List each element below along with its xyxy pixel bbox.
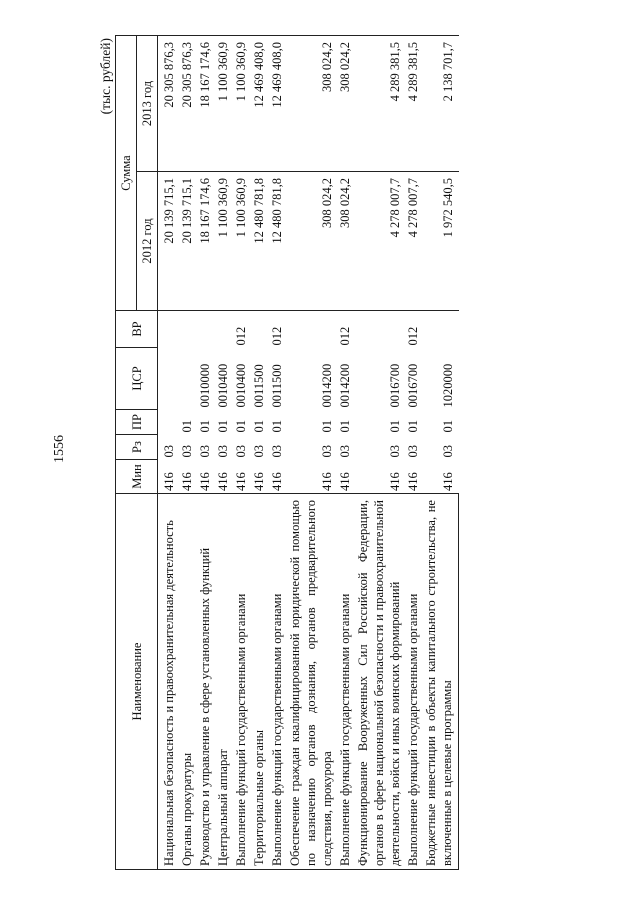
row-2013-amount: 12 469 408,0 [250, 36, 268, 172]
row-min-cell: 416 [354, 460, 404, 494]
header-rz: Рз [116, 435, 158, 460]
row-2012-amount: 4 278 007,7 [388, 178, 402, 238]
row-pr-cell: 01 [270, 420, 284, 433]
row-name-cell: Бюджетные инвестиции в объекты капитального строительства, не включенные в целевые программы [422, 494, 459, 870]
row-min-cell: 416 [196, 460, 214, 494]
units-note: (тыс. рублей) [98, 38, 113, 115]
row-name-cell: Центральный аппарат [214, 494, 232, 870]
row-csr-cell: 1020000 [440, 363, 455, 408]
row-name-cell: Руководство и управление в сфере установленных функций [196, 494, 214, 870]
row-2013-amount: 1 100 360,9 [232, 36, 250, 172]
row-2013-amount: 2 138 701,7 [422, 36, 459, 172]
row-pr-cell [158, 410, 179, 435]
row-name-cell: Выполнение функций государственными органами [232, 494, 250, 870]
row-vr-cell [422, 311, 459, 348]
row-2012-amount: 1 972 540,5 [440, 178, 455, 238]
row-vr-cell [178, 311, 196, 348]
table-row [196, 36, 214, 870]
row-name-cell: Территориальные органы [250, 494, 268, 870]
row-2013-amount: 1 100 360,9 [214, 36, 232, 172]
row-csr-cell: 0011500 [270, 364, 284, 408]
header-2013: 2013 год [137, 36, 158, 172]
row-csr-cell: 0014200 [320, 363, 334, 408]
table-row [268, 36, 286, 870]
table-row [178, 36, 196, 870]
row-2012-amount: 12 480 781,8 [252, 178, 266, 244]
budget-table [115, 35, 459, 870]
row-csr-cell: 0014200 [338, 363, 352, 408]
row-csr-cell: 0011500 [252, 364, 266, 408]
row-2013-amount: 12 469 408,0 [268, 36, 286, 172]
row-min-cell: 416 [214, 460, 232, 494]
row-vr-cell [250, 311, 268, 348]
row-min-cell: 416 [232, 460, 250, 494]
row-pr-cell: 01 [252, 420, 266, 433]
row-pr-cell: 01 [320, 420, 334, 433]
row-csr-cell: 0010000 [198, 363, 212, 408]
table-row [214, 36, 232, 870]
row-2012-amount: 20 139 715,1 [180, 178, 194, 244]
row-pr-cell: 01 [234, 420, 248, 433]
row-csr-cell: 0010400 [216, 363, 230, 408]
row-rz-cell: 03 [216, 445, 230, 458]
row-pr-cell: 01 [440, 420, 455, 433]
row-2012-amount: 18 167 174,6 [198, 178, 212, 244]
table-row [422, 36, 459, 870]
table-row [250, 36, 268, 870]
row-min-cell: 416 [158, 460, 179, 494]
row-csr-cell [158, 348, 179, 410]
table-row [404, 36, 422, 870]
page-number: 1556 [52, 435, 67, 463]
row-min-cell: 416 [404, 460, 422, 494]
row-pr-cell: 01 [216, 420, 230, 433]
row-rz-cell: 03 [180, 445, 194, 458]
row-2013-amount: 4 289 381,5 [354, 36, 404, 172]
row-2013-amount: 308 024,2 [286, 36, 336, 172]
row-name-cell: Органы прокуратуры [178, 494, 196, 870]
row-vr-cell: 012 [336, 311, 354, 348]
row-2013-amount: 20 305 876,3 [178, 36, 196, 172]
row-pr-cell: 01 [388, 420, 402, 433]
row-2012-amount: 308 024,2 [338, 178, 352, 228]
row-vr-cell [214, 311, 232, 348]
rotated-page-content [98, 35, 561, 870]
table-row [158, 36, 179, 870]
row-name-cell: Выполнение функций государственными органами [268, 494, 286, 870]
row-vr-cell: 012 [232, 311, 250, 348]
row-2012-amount: 308 024,2 [320, 178, 334, 228]
row-2012-amount: 1 100 360,9 [216, 178, 230, 238]
row-name-cell: Национальная безопасность и правоохранительная деятельность [158, 494, 179, 870]
row-csr-cell [178, 348, 196, 410]
header-2012: 2012 год [137, 172, 158, 311]
row-min-cell: 416 [422, 460, 459, 494]
row-csr-cell: 0016700 [388, 363, 402, 408]
row-rz-cell: 03 [234, 445, 248, 458]
row-vr-cell [158, 311, 179, 348]
row-rz-cell: 03 [252, 445, 266, 458]
row-min-cell: 416 [178, 460, 196, 494]
row-rz-cell: 03 [388, 445, 402, 458]
header-min: Мин [116, 460, 158, 494]
row-csr-cell: 0016700 [406, 363, 420, 408]
row-min-cell: 416 [336, 460, 354, 494]
row-2013-amount: 20 305 876,3 [158, 36, 179, 172]
row-2012-amount: 1 100 360,9 [234, 178, 248, 238]
row-2012-amount: 12 480 781,8 [270, 178, 284, 244]
header-name: Наименование [116, 494, 158, 870]
row-rz-cell: 03 [338, 445, 352, 458]
row-vr-cell: 012 [268, 311, 286, 348]
table-row [232, 36, 250, 870]
row-name-cell: Выполнение функций государственными органами [336, 494, 354, 870]
row-rz-cell: 03 [406, 445, 420, 458]
table-row [286, 36, 336, 870]
row-2012-amount: 20 139 715,1 [162, 178, 176, 244]
row-rz-cell: 03 [270, 445, 284, 458]
header-vr: ВР [116, 311, 158, 348]
row-2013-amount: 4 289 381,5 [404, 36, 422, 172]
row-name-cell: Выполнение функций государственными органами [404, 494, 422, 870]
row-pr-cell: 01 [198, 420, 212, 433]
row-2013-amount: 308 024,2 [336, 36, 354, 172]
row-2012-amount: 4 278 007,7 [406, 178, 420, 238]
table-body [158, 36, 459, 870]
header-pr: ПР [116, 410, 158, 435]
row-vr-cell [354, 311, 404, 348]
header-csr: ЦСР [116, 348, 158, 410]
row-min-cell: 416 [250, 460, 268, 494]
table-row [354, 36, 404, 870]
row-min-cell: 416 [268, 460, 286, 494]
row-vr-cell [286, 311, 336, 348]
row-pr-cell: 01 [180, 420, 194, 433]
row-name-cell: Обеспечение граждан квалифицированной юридической помощью по назначению органов дознания, органов предварительного следствия, прокурора [286, 494, 336, 870]
header-sum: Сумма [116, 36, 137, 311]
row-vr-cell [196, 311, 214, 348]
row-rz-cell: 03 [320, 445, 334, 458]
row-min-cell: 416 [286, 460, 336, 494]
row-2013-amount: 18 167 174,6 [196, 36, 214, 172]
row-vr-cell: 012 [404, 311, 422, 348]
row-rz-cell: 03 [198, 445, 212, 458]
row-csr-cell: 0010400 [234, 363, 248, 408]
row-pr-cell: 01 [338, 420, 352, 433]
table-row [336, 36, 354, 870]
row-rz-cell: 03 [162, 445, 176, 458]
row-rz-cell: 03 [440, 445, 455, 458]
row-pr-cell: 01 [406, 420, 420, 433]
row-name-cell: Функционирование Вооруженных Сил Российской Федерации, органов в сфере национальной безопасности и правоохранительной деятельности, войск и иных воинских формирований [354, 494, 404, 870]
